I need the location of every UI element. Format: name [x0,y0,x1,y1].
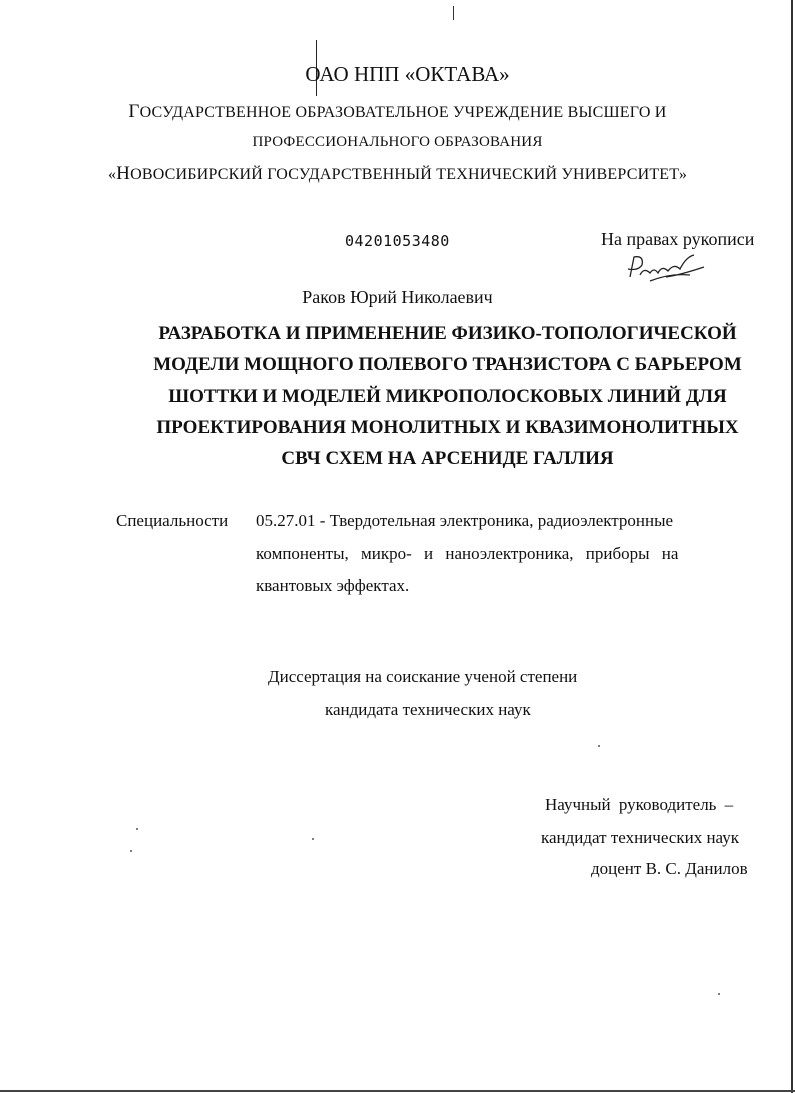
degree-line-1: Диссертация на соискание ученой степени [268,667,578,686]
institution-word-part: В [567,104,579,121]
institution-word-part: У [561,166,574,183]
supervisor-line-1: Научный руководитель – [545,795,734,814]
scan-speck [130,850,132,852]
specialty-line: 05.27.01 - Твердотельная электроника, радиоэлектронные [256,511,674,530]
supervisor-line-2: кандидат технических наук [541,828,739,847]
manuscript-rights: На правах рукописи [601,229,755,249]
registration-code: 04201053480 [345,232,450,250]
institution-word-part: ЧРЕЖДЕНИЕ [464,104,564,121]
institution-word-part: ЫСШЕГО [578,104,651,121]
title-line: ПРОЕКТИРОВАНИЯ МОНОЛИТНЫХ И КВАЗИМОНОЛИТНЫХ [156,416,739,438]
organization-name: ОАО НПП «ОКТАВА» [305,62,510,86]
specialty-label: Специальности [116,511,229,530]
specialty-line: компоненты, микро- и наноэлектроника, приборы на [256,544,679,563]
institution-word-part: БРАЗОВАТЕЛЬНОЕ [307,104,449,121]
dissertation-title [100,318,795,474]
title-line: МОДЕЛИ МОЩНОГО ПОЛЕВОГО ТРАНЗИСТОРА С БАРЬЕРОМ [153,354,742,376]
institution-word-part: Г [128,101,140,122]
institution-word-part: ОСУДАРСТВЕННОЕ [139,104,292,121]
scan-mark [453,6,454,20]
institution-word-part: ОСУДАРСТВЕННЫЙ [276,166,433,183]
institution-word-part: И [654,104,667,121]
institution-word-part: Т [436,166,447,183]
title-line: ШОТТКИ И МОДЕЛЕЙ МИКРОПОЛОСКОВЫХ ЛИНИЙ ДЛЯ [168,385,727,407]
institution-word-part: НИВЕРСИТЕТ» [573,166,688,183]
signature-image [620,247,710,287]
specialty-line: квантовых эффектах. [256,576,410,595]
institution-word-part: « [107,166,117,183]
scan-speck [136,828,138,830]
degree-line-2: кандидата технических наук [325,700,531,719]
institution-line-2: ПРОФЕССИОНАЛЬНОГО ОБРАЗОВАНИЯ [252,134,543,150]
author-name: Раков Юрий Николаевич [302,287,493,307]
supervisor-line-3: доцент В. С. Данилов [591,859,748,878]
scan-speck [718,993,720,995]
title-line: СВЧ СХЕМ НА АРСЕНИДЕ ГАЛЛИЯ [281,448,614,470]
title-line: РАЗРАБОТКА И ПРИМЕНЕНИЕ ФИЗИКО-ТОПОЛОГИЧЕСКОЙ [158,323,737,344]
institution-word-part: Г [267,166,277,183]
scan-speck [598,745,600,747]
institution-word-part: О [295,104,308,121]
institution-line-1 [0,101,795,123]
scan-edge-bottom [0,1090,795,1092]
institution-word-part: ОВОСИБИРСКИЙ [130,166,263,183]
institution-line-3 [0,163,795,185]
institution-word-part: Н [116,163,131,184]
institution-word-part: ЕХНИЧЕСКИЙ [446,166,558,183]
scan-speck [312,838,314,840]
institution-word-part: У [453,104,465,121]
